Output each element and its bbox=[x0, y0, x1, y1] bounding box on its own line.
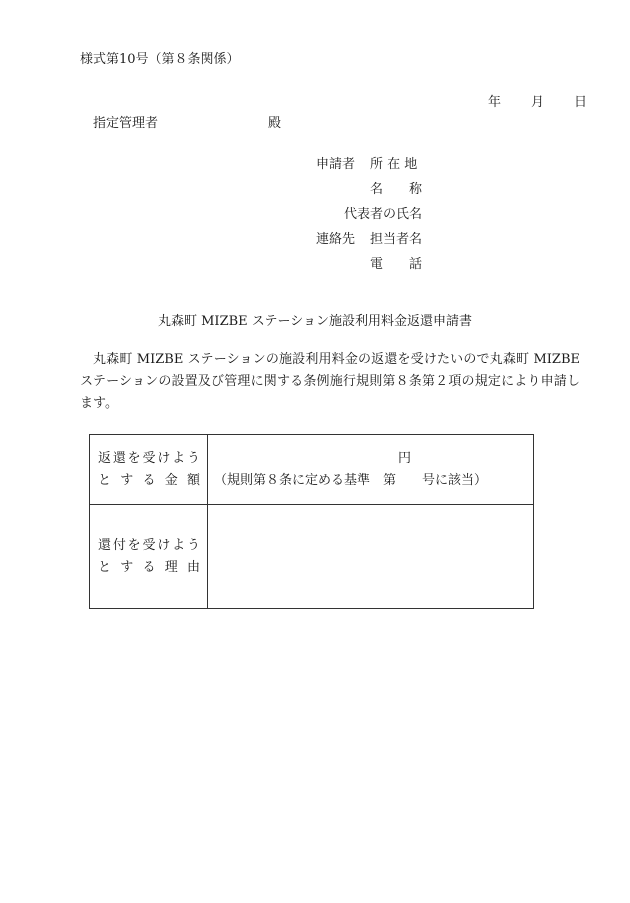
applicant-address-label: 所 在 地 bbox=[370, 157, 418, 172]
refund-amount-label bbox=[90, 435, 208, 505]
addressee-title: 指定管理者 bbox=[93, 116, 159, 131]
refund-reason-row bbox=[90, 505, 534, 609]
date-year-label: 年 bbox=[488, 95, 502, 110]
label-line: 還 付 を 受 け よ う bbox=[98, 537, 200, 553]
label-line: と す る 金 額 bbox=[98, 472, 200, 488]
refund-request-table bbox=[89, 434, 534, 609]
label-line: 返 還 を 受 け よ う bbox=[98, 450, 200, 466]
applicant-label: 申請者 bbox=[316, 157, 356, 172]
body-text: 丸森町 MIZBE ステーションの施設利用料金の返還を受けたいので丸森町 MIZBE ステーションの設置及び管理に関する条例施行規則第８条第２項の規定により申請します。 bbox=[80, 352, 580, 411]
refund-amount-field[interactable] bbox=[208, 435, 534, 505]
refund-reason-label bbox=[90, 505, 208, 609]
phone-label: 電 話 bbox=[370, 257, 422, 272]
form-number: 様式第10号（第８条関係） bbox=[80, 52, 240, 67]
applicant-name-label: 名 称 bbox=[370, 182, 422, 197]
representative-name-label: 代表者の氏名 bbox=[344, 207, 423, 222]
date-line bbox=[488, 95, 587, 111]
addressee-honorific: 殿 bbox=[268, 116, 282, 131]
refund-amount-row bbox=[90, 435, 534, 505]
contact-person-label: 担当者名 bbox=[370, 232, 423, 247]
date-month-label: 月 bbox=[531, 95, 545, 110]
refund-reason-field[interactable] bbox=[208, 505, 534, 609]
label-line: と す る 理 由 bbox=[98, 559, 200, 575]
contact-label: 連絡先 bbox=[316, 232, 356, 247]
document-title: 丸森町 MIZBE ステーション施設利用料金返還申請書 bbox=[157, 314, 472, 329]
criteria-note: （規則第８条に定める基準 第 号に該当） bbox=[214, 472, 488, 488]
date-day-label: 日 bbox=[574, 95, 588, 110]
yen-unit: 円 bbox=[398, 450, 412, 466]
